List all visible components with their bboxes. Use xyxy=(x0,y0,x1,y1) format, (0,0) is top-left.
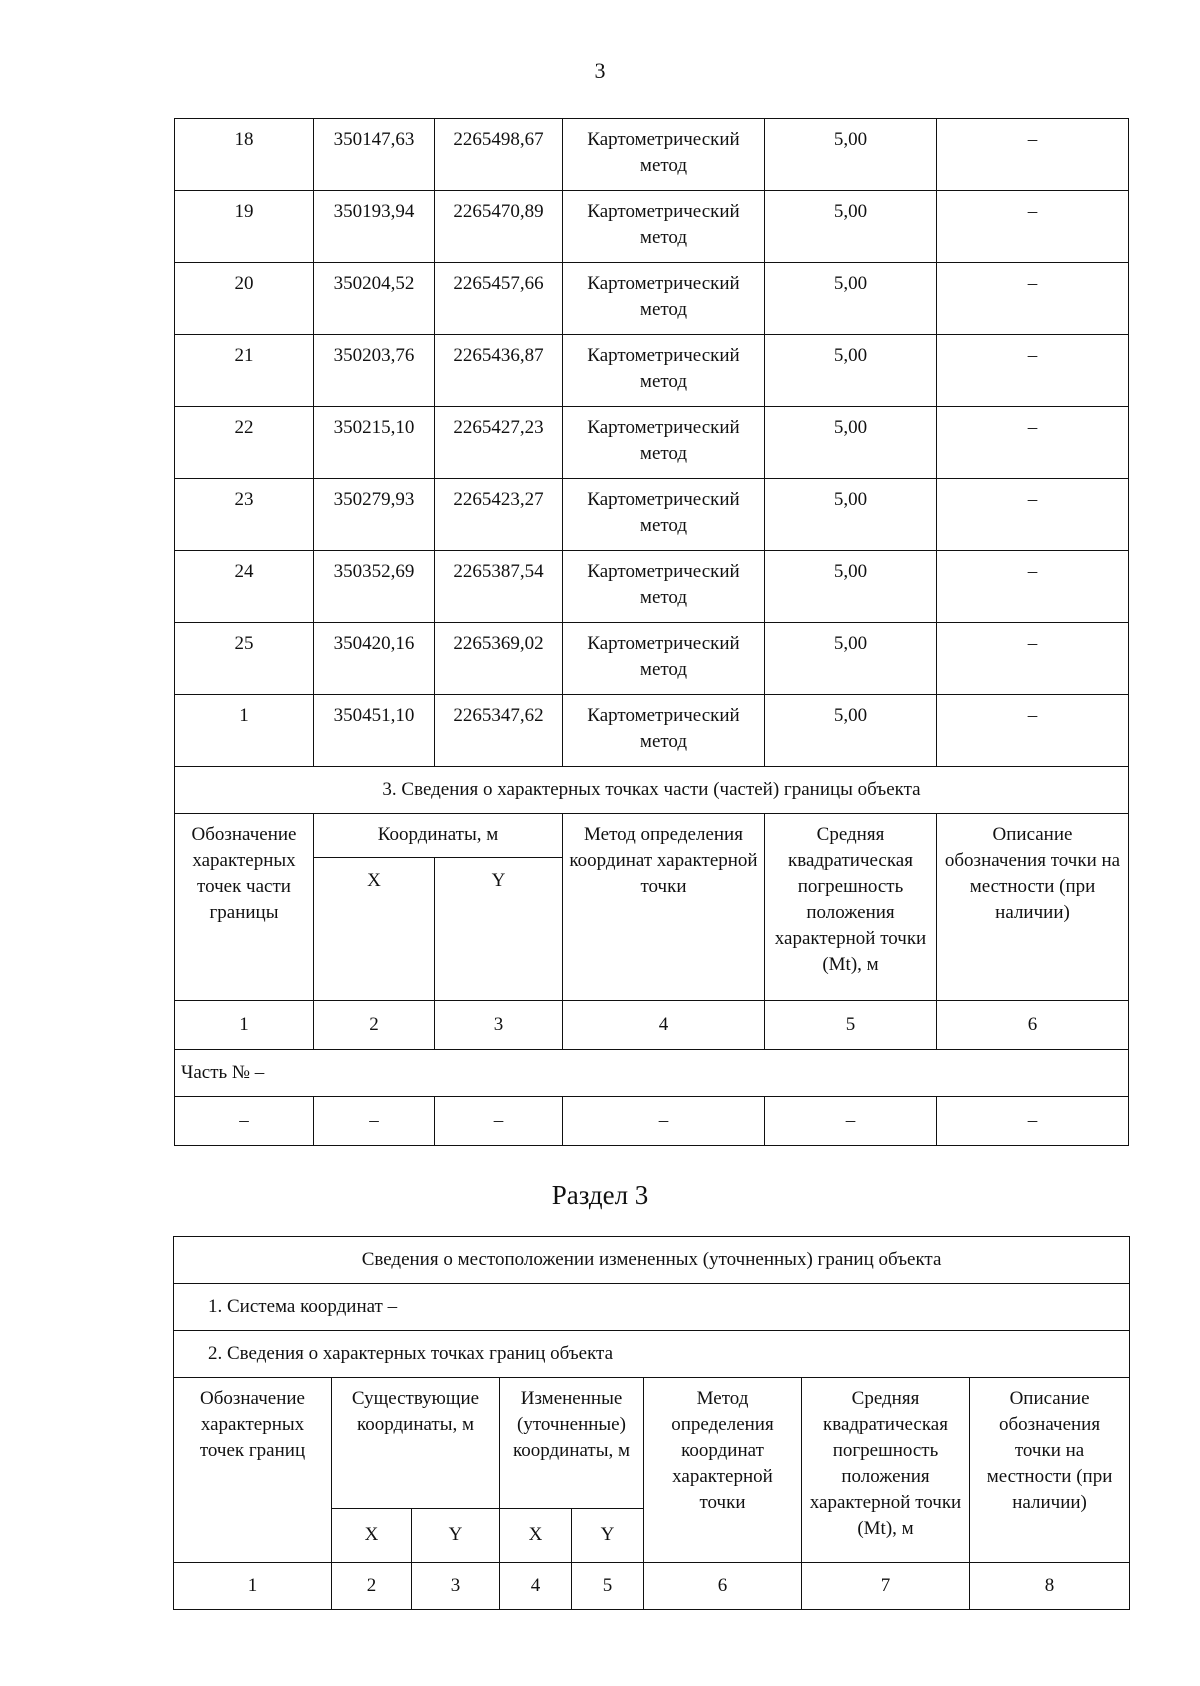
cell-x: 350147,63 xyxy=(314,119,435,191)
header-point-designation: Обозначение характерных точек границ xyxy=(174,1378,332,1563)
cell-y: 2265436,87 xyxy=(435,335,563,407)
cell-point: 20 xyxy=(175,263,314,335)
column-number: 7 xyxy=(802,1563,970,1610)
section3-title: 3. Сведения о характерных точках части (частей) границы объекта xyxy=(175,767,1129,814)
cell-method: Картометрический метод xyxy=(563,335,765,407)
empty-cell: – xyxy=(765,1097,937,1146)
cell-description: – xyxy=(937,335,1129,407)
header-error: Средняя квадратическая погрешность положения характерной точки (Mt), м xyxy=(802,1378,970,1563)
column-number: 4 xyxy=(500,1563,572,1610)
table-row xyxy=(175,119,1129,191)
cell-method: Картометрический метод xyxy=(563,623,765,695)
cell-y: 2265387,54 xyxy=(435,551,563,623)
column-number: 2 xyxy=(332,1563,412,1610)
column-number: 3 xyxy=(412,1563,500,1610)
cell-point: 24 xyxy=(175,551,314,623)
points-title: 2. Сведения о характерных точках границ объекта xyxy=(174,1331,1130,1378)
cell-y: 2265427,23 xyxy=(435,407,563,479)
header-changed-coordinates: Измененные (уточненные) координаты, м xyxy=(500,1378,644,1509)
table-row xyxy=(175,263,1129,335)
cell-x: 350451,10 xyxy=(314,695,435,767)
header-description: Описание обозначения точки на местности (при наличии) xyxy=(937,814,1129,1001)
cell-method: Картометрический метод xyxy=(563,407,765,479)
header-existing-x: X xyxy=(332,1508,412,1562)
cell-y: 2265457,66 xyxy=(435,263,563,335)
column-number: 2 xyxy=(314,1001,435,1050)
header-changed-x: X xyxy=(500,1508,572,1562)
table2-title: Сведения о местоположении измененных (уточненных) границ объекта xyxy=(174,1237,1130,1284)
cell-method: Картометрический метод xyxy=(563,479,765,551)
cell-method: Картометрический метод xyxy=(563,551,765,623)
cell-y: 2265423,27 xyxy=(435,479,563,551)
column-number: 1 xyxy=(175,1001,314,1050)
header-x: X xyxy=(314,858,435,1001)
table-row xyxy=(175,551,1129,623)
cell-y: 2265347,62 xyxy=(435,695,563,767)
cell-description: – xyxy=(937,119,1129,191)
header-existing-y: Y xyxy=(412,1508,500,1562)
cell-x: 350215,10 xyxy=(314,407,435,479)
cell-error: 5,00 xyxy=(765,551,937,623)
boundary-points-table xyxy=(174,118,1129,1146)
column-number: 1 xyxy=(174,1563,332,1610)
cell-x: 350352,69 xyxy=(314,551,435,623)
table-row xyxy=(175,695,1129,767)
header-coordinates: Координаты, м xyxy=(314,814,563,858)
cell-description: – xyxy=(937,551,1129,623)
coordinate-system: 1. Система координат – xyxy=(174,1284,1130,1331)
header-error: Средняя квадратическая погрешность положения характерной точки (Mt), м xyxy=(765,814,937,1001)
cell-method: Картометрический метод xyxy=(563,263,765,335)
part-label: Часть № – xyxy=(175,1050,1129,1097)
cell-description: – xyxy=(937,263,1129,335)
cell-error: 5,00 xyxy=(765,335,937,407)
column-number: 4 xyxy=(563,1001,765,1050)
column-number: 3 xyxy=(435,1001,563,1050)
cell-description: – xyxy=(937,407,1129,479)
cell-error: 5,00 xyxy=(765,479,937,551)
column-number: 5 xyxy=(572,1563,644,1610)
section-title: Раздел 3 xyxy=(551,1180,649,1210)
cell-point: 1 xyxy=(175,695,314,767)
cell-x: 350193,94 xyxy=(314,191,435,263)
header-existing-coordinates: Существующие координаты, м xyxy=(332,1378,500,1509)
cell-point: 18 xyxy=(175,119,314,191)
table-row xyxy=(175,479,1129,551)
empty-cell: – xyxy=(563,1097,765,1146)
table-row xyxy=(175,191,1129,263)
cell-y: 2265498,67 xyxy=(435,119,563,191)
cell-error: 5,00 xyxy=(765,191,937,263)
boundary-points-body xyxy=(175,119,1129,1146)
cell-error: 5,00 xyxy=(765,623,937,695)
header-method: Метод определения координат характерной точки xyxy=(563,814,765,1001)
table-row xyxy=(175,407,1129,479)
cell-description: – xyxy=(937,479,1129,551)
cell-x: 350420,16 xyxy=(314,623,435,695)
empty-cell: – xyxy=(435,1097,563,1146)
cell-method: Картометрический метод xyxy=(563,695,765,767)
column-number: 6 xyxy=(937,1001,1129,1050)
header-point-designation: Обозначение характерных точек части границы xyxy=(175,814,314,1001)
empty-cell: – xyxy=(314,1097,435,1146)
table-row xyxy=(175,335,1129,407)
column-number: 8 xyxy=(970,1563,1130,1610)
empty-cell: – xyxy=(175,1097,314,1146)
cell-point: 21 xyxy=(175,335,314,407)
cell-y: 2265369,02 xyxy=(435,623,563,695)
cell-description: – xyxy=(937,695,1129,767)
empty-cell: – xyxy=(937,1097,1129,1146)
header-changed-y: Y xyxy=(572,1508,644,1562)
cell-x: 350203,76 xyxy=(314,335,435,407)
cell-error: 5,00 xyxy=(765,119,937,191)
page-number: 3 xyxy=(594,58,606,83)
header-y: Y xyxy=(435,858,563,1001)
cell-y: 2265470,89 xyxy=(435,191,563,263)
column-number: 6 xyxy=(644,1563,802,1610)
cell-method: Картометрический метод xyxy=(563,119,765,191)
column-number: 5 xyxy=(765,1001,937,1050)
cell-description: – xyxy=(937,191,1129,263)
header-method: Метод определения координат характерной точки xyxy=(644,1378,802,1563)
cell-description: – xyxy=(937,623,1129,695)
table-row xyxy=(175,623,1129,695)
cell-point: 22 xyxy=(175,407,314,479)
cell-error: 5,00 xyxy=(765,695,937,767)
cell-x: 350279,93 xyxy=(314,479,435,551)
cell-error: 5,00 xyxy=(765,407,937,479)
cell-error: 5,00 xyxy=(765,263,937,335)
header-description: Описание обозначения точки на местности (при наличии) xyxy=(970,1378,1130,1563)
cell-point: 23 xyxy=(175,479,314,551)
cell-x: 350204,52 xyxy=(314,263,435,335)
cell-point: 25 xyxy=(175,623,314,695)
changed-boundaries-table xyxy=(173,1236,1130,1610)
cell-method: Картометрический метод xyxy=(563,191,765,263)
cell-point: 19 xyxy=(175,191,314,263)
